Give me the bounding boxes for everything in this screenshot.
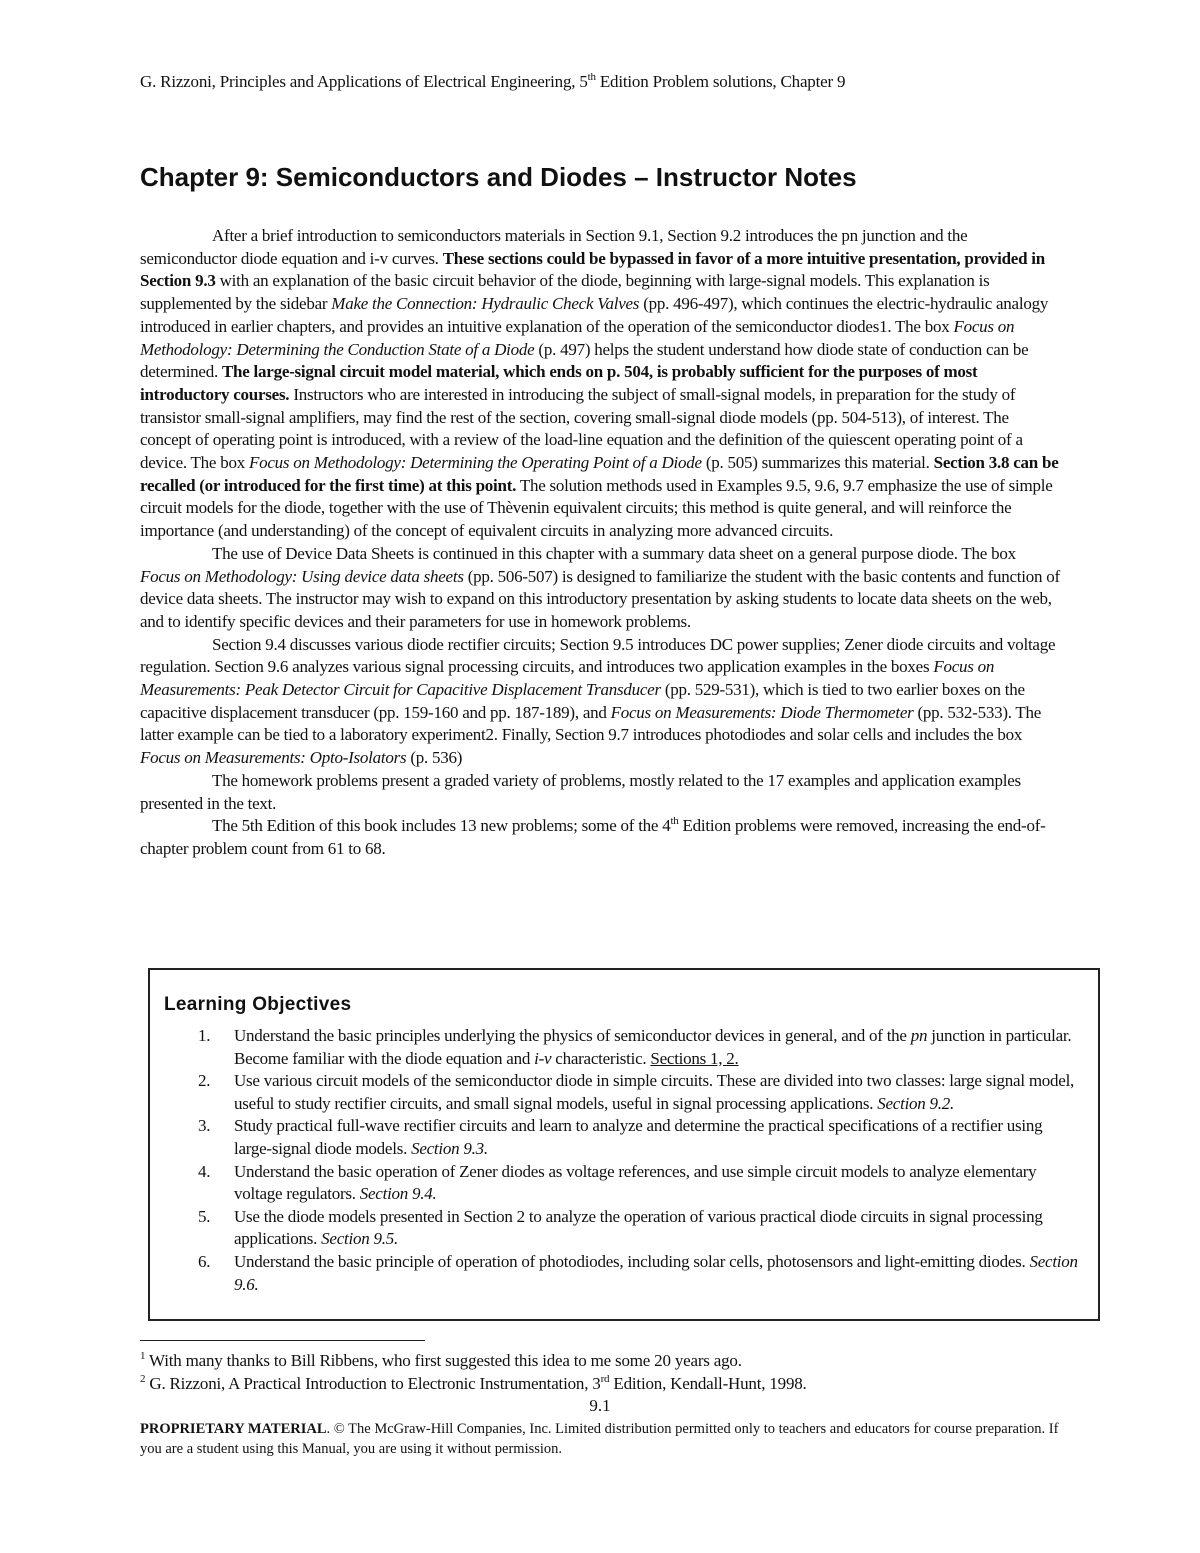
footnote-2: $^2$ G. Rizzoni, A Practical Introduction to Electronic Instrumentation, 3rd Edition, Kendall-Hunt, 1998. [140, 1372, 807, 1393]
paragraph-3: Section 9.4 discusses various diode rectifier circuits; Section 9.5 introduces DC power supplies; Zener diode circuits and voltage regulation. Section 9.6 analyzes various signal processing circuits, and introduces two application examples in the boxes Focus on Measurements: Peak Detector Circuit for Capacitive Displacement Transducer (pp. 529-531), which is tied to two earlier boxes on the capacitive displacement transducer (pp. 159-160 and pp. 187-189), and Focus on Measurements: Diode Thermometer (pp. 532-533). The latter example can be tied to a laboratory experiment2. Finally, Section 9.7 introduces photodiodes and solar cells and includes the box Focus on Measurements: Opto-Isolators (p. 536) [140, 634, 1056, 768]
objective-item: 5. Use the diode models presented in Section 2 to analyze the operation of various practical diode circuits in signal processing applications. Section 9.5. [198, 1206, 1043, 1249]
paragraph-2: The use of Device Data Sheets is continued in this chapter with a summary data sheet on a general purpose diode. The box Focus on Methodology: Using device data sheets (pp. 506-507) is designed to familiarize the student with the basic contents and function of device data sheets. The instructor may wish to expand on this introductory presentation by asking students to locate data sheets on the web, and to identify specific devices and their parameters for use in homework problems. [140, 543, 1060, 631]
proprietary-label: PROPRIETARY MATERIAL [140, 1421, 327, 1437]
proprietary-text: . © The McGraw-Hill Companies, Inc. Limited distribution permitted only to teachers and educators for course preparation. If you are a student using this Manual, you are using it without permission. [140, 1421, 1059, 1457]
chapter-title: Chapter 9: Semiconductors and Diodes – Instructor Notes [140, 162, 857, 192]
page-number: 9.1 [589, 1396, 611, 1415]
paragraph-1: After a brief introduction to semiconductors materials in Section 9.1, Section 9.2 introduces the pn junction and the semiconductor diode equation and i-v curves. These sections could be bypassed in favor of a more intuitive presentation, provided in Section 9.3 with an explanation of the basic circuit behavior of the diode, beginning with large-signal models. This explanation is supplemented by the sidebar Make the Connection: Hydraulic Check Valves (pp. 496-497), which continues the electric-hydraulic analogy introduced in earlier chapters, and provides an intuitive explanation of the operation of the semiconductor diodes1. The box Focus on Methodology: Determining the Conduction State of a Diode (p. 497) helps the student understand how diode state of conduction can be determined. The large-signal circuit model material, which ends on p. 504, is probably sufficient for the purposes of most introductory courses. Instructors who are interested in introducing the subject of small-signal models, in preparation for the study of transistor small-signal amplifiers, may find the rest of the section, covering small-signal diode models (pp. 504-513), of interest. The concept of operating point is introduced, with a review of the load-line equation and the definition of the quiescent operating point of a device. The box Focus on Methodology: Determining the Operating Point of a Diode (p. 505) summarizes this material. Section 3.8 can be recalled (or introduced for the first time) at this point. The solution methods used in Examples 9.5, 9.6, 9.7 emphasize the use of simple circuit models for the diode, together with the use of Thèvenin equivalent circuits; this method is quite general, and will reinforce the importance (and understanding) of the concept of equivalent circuits in analyzing more advanced circuits. [140, 226, 1059, 541]
objective-item: 2. Use various circuit models of the semiconductor diode in simple circuits. These are divided into two classes: large signal model, useful to study rectifier circuits, and small signal models, useful in signal processing applications. Section 9.2. [198, 1071, 1075, 1113]
objective-item: 6. Understand the basic principle of operation of photodiodes, including solar cells, photosensors and light-emitting diodes. Section 9.6. [198, 1251, 1078, 1294]
footnote-1: $^1$ With many thanks to Bill Ribbens, who first suggested this idea to me some 20 years ago. [140, 1350, 742, 1370]
header-text-end: Edition Problem solutions, Chapter 9 [595, 72, 846, 91]
learning-objectives-title: Learning Objectives [164, 994, 352, 1015]
proprietary-notice [140, 1419, 1060, 1459]
paragraph-4: The homework problems present a graded variety of problems, mostly related to the 17 examples and application examples presented in the text. [140, 770, 1021, 813]
objective-item: 4. Understand the basic operation of Zener diodes as voltage references, and use simple circuit models to analyze elementary voltage regulators. Section 9.4. [198, 1161, 1037, 1204]
learning-objectives-list [184, 1025, 1084, 1296]
footnotes [140, 1350, 1060, 1395]
objective-item: 1. Understand the basic principles underlying the physics of semiconductor devices in general, and of the pn junction in particular. Become familiar with the diode equation and i-v characteristic. Sections 1, 2. [198, 1026, 1072, 1068]
instructor-notes [140, 225, 1060, 861]
objective-item: 3. Study practical full-wave rectifier circuits and learn to analyze and determine the practical specifications of a rectifier using large-signal diode models. Section 9.3. [198, 1116, 1043, 1158]
header-superscript: th [587, 71, 596, 83]
paragraph-5: The 5th Edition of this book includes 13 new problems; some of the 4th Edition problems were removed, increasing the end-of-chapter problem count from 61 to 68. [140, 815, 1046, 858]
footnote-divider [140, 1340, 425, 1341]
running-header [140, 72, 1060, 92]
header-text: G. Rizzoni, Principles and Applications of Electrical Engineering, 5 [140, 72, 588, 91]
